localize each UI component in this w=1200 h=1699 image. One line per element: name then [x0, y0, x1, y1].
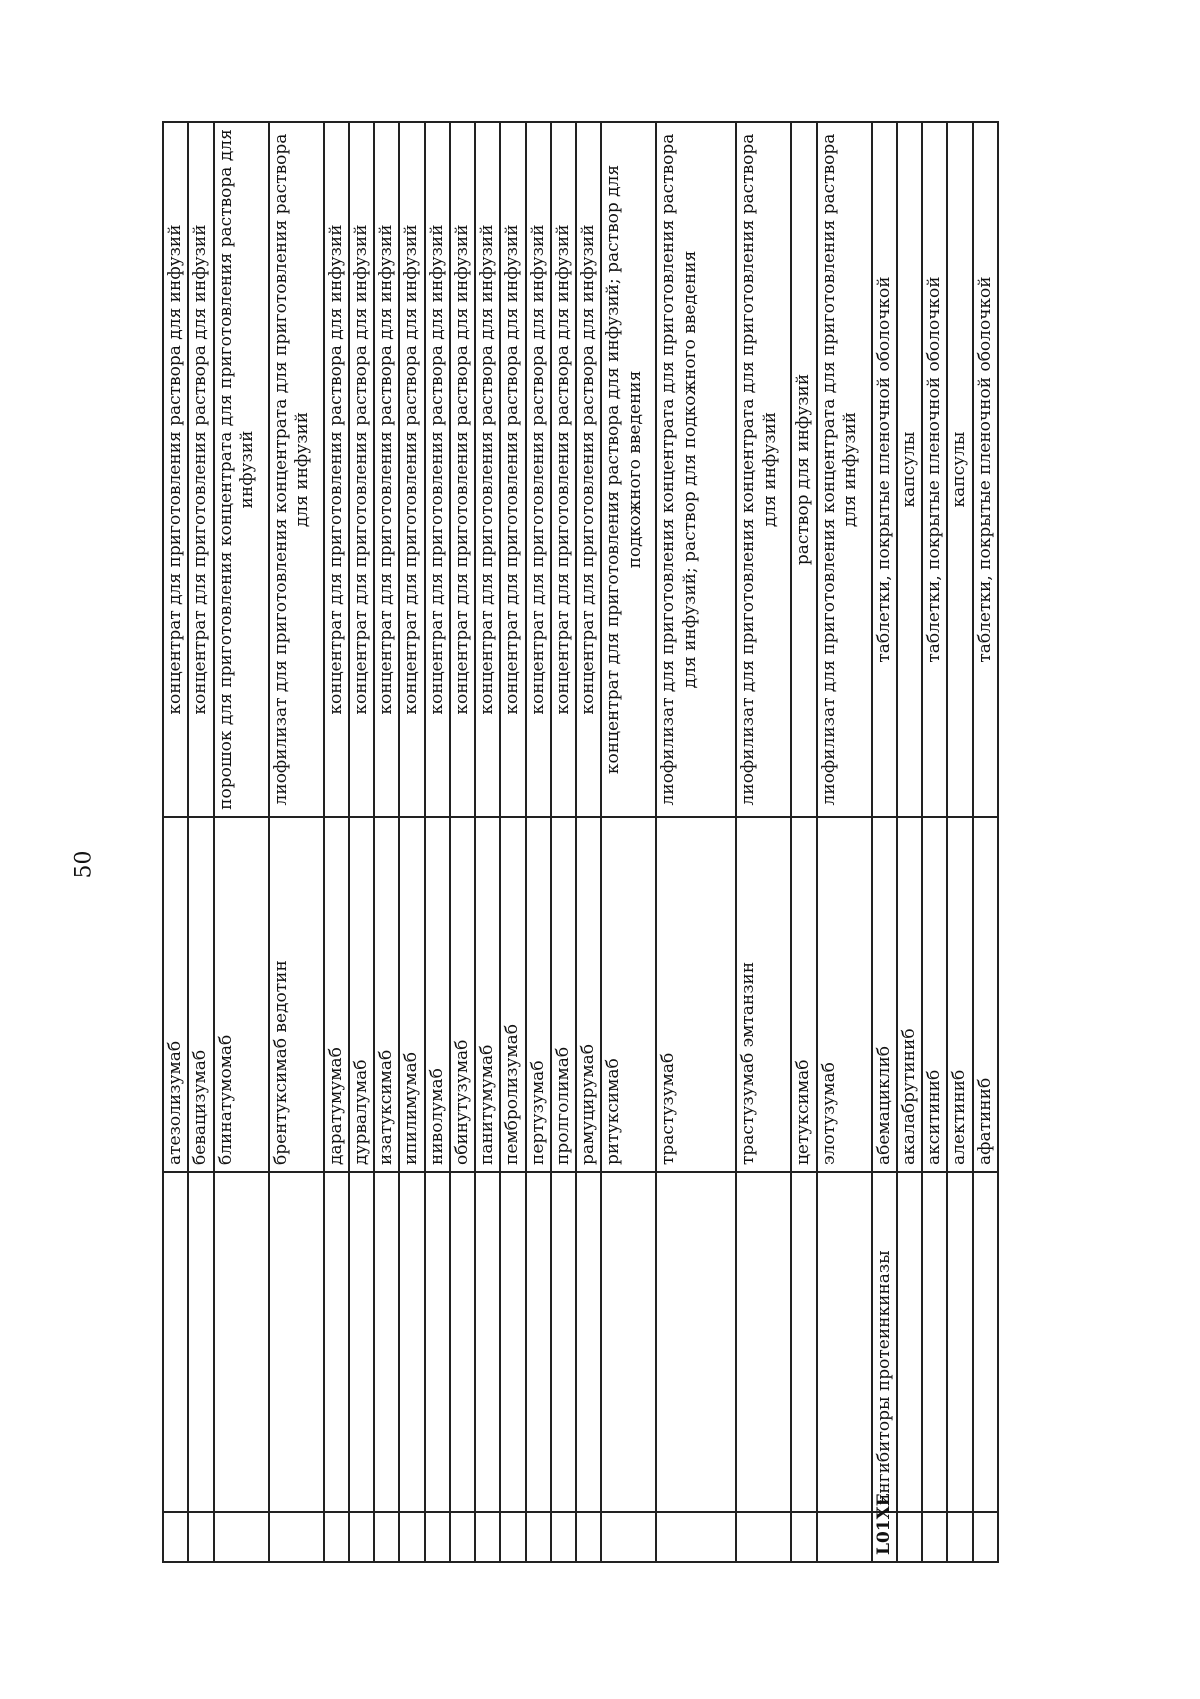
- atc-code-cell: [374, 1512, 399, 1562]
- drug-name-cell: элотузумаб: [817, 817, 872, 1172]
- group-name-cell: [897, 1172, 922, 1512]
- atc-code-cell: [399, 1512, 424, 1562]
- table-row: [817, 122, 872, 1562]
- table-row: [526, 122, 551, 1562]
- drug-name-cell: трастузумаб эмтанзин: [736, 817, 791, 1172]
- drug-name-cell: блинатумомаб: [214, 817, 269, 1172]
- group-name-cell: [656, 1172, 736, 1512]
- group-name-cell: [526, 1172, 551, 1512]
- dosage-form-cell: концентрат для приготовления раствора для инфузий: [324, 122, 349, 817]
- group-name-cell: [188, 1172, 213, 1512]
- dosage-form-cell: концентрат для приготовления раствора для инфузий: [425, 122, 450, 817]
- drug-name-cell: пролголимаб: [551, 817, 576, 1172]
- group-name-cell: [973, 1172, 998, 1512]
- group-name-cell: [374, 1172, 399, 1512]
- drug-name-cell: ипилимумаб: [399, 817, 424, 1172]
- rotated-table-container: [162, 123, 999, 1563]
- drug-name-cell: атезолизумаб: [163, 817, 188, 1172]
- table-row: [349, 122, 374, 1562]
- dosage-form-cell: лиофилизат для приготовления концентрата для приготовления раствора для инфузий: [817, 122, 872, 817]
- group-name-cell: [399, 1172, 424, 1512]
- drug-name-cell: обинутузумаб: [450, 817, 475, 1172]
- group-name-cell: [324, 1172, 349, 1512]
- atc-code-cell: [551, 1512, 576, 1562]
- dosage-form-cell: таблетки, покрытые пленочной оболочкой: [922, 122, 947, 817]
- table-row: [576, 122, 601, 1562]
- drug-name-cell: брентуксимаб ведотин: [269, 817, 324, 1172]
- table-row: [922, 122, 947, 1562]
- drug-name-cell: пертузумаб: [526, 817, 551, 1172]
- group-name-cell: [551, 1172, 576, 1512]
- dosage-form-cell: концентрат для приготовления раствора для инфузий: [526, 122, 551, 817]
- table-row: [736, 122, 791, 1562]
- dosage-form-cell: капсулы: [897, 122, 922, 817]
- dosage-form-cell: концентрат для приготовления раствора для инфузий: [576, 122, 601, 817]
- group-name-cell: [736, 1172, 791, 1512]
- group-name-cell: [163, 1172, 188, 1512]
- atc-code-cell: [526, 1512, 551, 1562]
- table-row: [897, 122, 922, 1562]
- table-row: [973, 122, 998, 1562]
- group-name-cell: ингибиторы протеинкиназы: [872, 1172, 897, 1512]
- drug-name-cell: абемациклиб: [872, 817, 897, 1172]
- table-row: [601, 122, 656, 1562]
- atc-code-cell: [214, 1512, 269, 1562]
- table-row: [656, 122, 736, 1562]
- group-name-cell: [576, 1172, 601, 1512]
- group-name-cell: [425, 1172, 450, 1512]
- dosage-form-cell: концентрат для приготовления раствора для инфузий: [399, 122, 424, 817]
- drug-name-cell: дурвалумаб: [349, 817, 374, 1172]
- drug-name-cell: бевацизумаб: [188, 817, 213, 1172]
- drug-name-cell: афатиниб: [973, 817, 998, 1172]
- group-name-cell: [214, 1172, 269, 1512]
- atc-code-cell: [973, 1512, 998, 1562]
- table-row: [791, 122, 816, 1562]
- group-name-cell: [269, 1172, 324, 1512]
- table-row: [450, 122, 475, 1562]
- table-row: [475, 122, 500, 1562]
- table-row: [324, 122, 349, 1562]
- dosage-form-cell: таблетки, покрытые пленочной оболочкой: [973, 122, 998, 817]
- table-row: [551, 122, 576, 1562]
- dosage-form-cell: лиофилизат для приготовления концентрата для приготовления раствора для инфузий: [736, 122, 791, 817]
- drug-table: [162, 121, 999, 1563]
- atc-code-cell: [269, 1512, 324, 1562]
- atc-code-cell: [163, 1512, 188, 1562]
- atc-code-cell: [736, 1512, 791, 1562]
- group-name-cell: [349, 1172, 374, 1512]
- dosage-form-cell: концентрат для приготовления раствора для инфузий: [500, 122, 525, 817]
- atc-code-cell: [188, 1512, 213, 1562]
- dosage-form-cell: лиофилизат для приготовления концентрата для приготовления раствора для инфузий; раствор для подкожного введения: [656, 122, 736, 817]
- dosage-form-cell: лиофилизат для приготовления концентрата для приготовления раствора для инфузий: [269, 122, 324, 817]
- atc-code-cell: L01XE: [872, 1512, 897, 1562]
- dosage-form-cell: капсулы: [947, 122, 972, 817]
- atc-code-cell: [922, 1512, 947, 1562]
- dosage-form-cell: раствор для инфузий: [791, 122, 816, 817]
- atc-code-cell: [475, 1512, 500, 1562]
- table-row: [399, 122, 424, 1562]
- drug-name-cell: даратумумаб: [324, 817, 349, 1172]
- dosage-form-cell: концентрат для приготовления раствора для инфузий: [374, 122, 399, 817]
- group-name-cell: [475, 1172, 500, 1512]
- atc-code-cell: [425, 1512, 450, 1562]
- dosage-form-cell: концентрат для приготовления раствора для инфузий: [551, 122, 576, 817]
- atc-code-cell: [817, 1512, 872, 1562]
- drug-name-cell: рамуцирумаб: [576, 817, 601, 1172]
- atc-code-cell: [349, 1512, 374, 1562]
- group-name-cell: [500, 1172, 525, 1512]
- atc-code-cell: [897, 1512, 922, 1562]
- group-name-cell: [817, 1172, 872, 1512]
- drug-name-cell: ритуксимаб: [601, 817, 656, 1172]
- table-row: [269, 122, 324, 1562]
- group-name-cell: [947, 1172, 972, 1512]
- table-row: [500, 122, 525, 1562]
- group-name-cell: [922, 1172, 947, 1512]
- dosage-form-cell: концентрат для приготовления раствора для инфузий: [163, 122, 188, 817]
- dosage-form-cell: концентрат для приготовления раствора для инфузий; раствор для подкожного введения: [601, 122, 656, 817]
- table-row: [188, 122, 213, 1562]
- table-row: [872, 122, 897, 1562]
- table-row: [214, 122, 269, 1562]
- dosage-form-cell: концентрат для приготовления раствора для инфузий: [450, 122, 475, 817]
- drug-name-cell: цетуксимаб: [791, 817, 816, 1172]
- dosage-form-cell: таблетки, покрытые пленочной оболочкой: [872, 122, 897, 817]
- drug-name-cell: пембролизумаб: [500, 817, 525, 1172]
- group-name-cell: [450, 1172, 475, 1512]
- drug-name-cell: алектиниб: [947, 817, 972, 1172]
- atc-code-cell: [500, 1512, 525, 1562]
- atc-code-cell: [324, 1512, 349, 1562]
- table-row: [374, 122, 399, 1562]
- page-number: 50: [71, 850, 97, 879]
- atc-code-cell: [601, 1512, 656, 1562]
- drug-name-cell: панитумумаб: [475, 817, 500, 1172]
- atc-code-cell: [947, 1512, 972, 1562]
- drug-table-body: [163, 122, 998, 1562]
- dosage-form-cell: концентрат для приготовления раствора для инфузий: [349, 122, 374, 817]
- table-row: [425, 122, 450, 1562]
- atc-code-cell: [576, 1512, 601, 1562]
- atc-code-cell: [656, 1512, 736, 1562]
- atc-code-cell: [450, 1512, 475, 1562]
- table-row: [947, 122, 972, 1562]
- group-name-cell: [791, 1172, 816, 1512]
- drug-name-cell: ниволумаб: [425, 817, 450, 1172]
- drug-name-cell: изатуксимаб: [374, 817, 399, 1172]
- table-row: [163, 122, 188, 1562]
- dosage-form-cell: концентрат для приготовления раствора для инфузий: [188, 122, 213, 817]
- group-name-cell: [601, 1172, 656, 1512]
- atc-code-cell: [791, 1512, 816, 1562]
- dosage-form-cell: порошок для приготовления концентрата для приготовления раствора для инфузий: [214, 122, 269, 817]
- drug-name-cell: акситиниб: [922, 817, 947, 1172]
- drug-name-cell: трастузумаб: [656, 817, 736, 1172]
- dosage-form-cell: концентрат для приготовления раствора для инфузий: [475, 122, 500, 817]
- drug-name-cell: акалабрутиниб: [897, 817, 922, 1172]
